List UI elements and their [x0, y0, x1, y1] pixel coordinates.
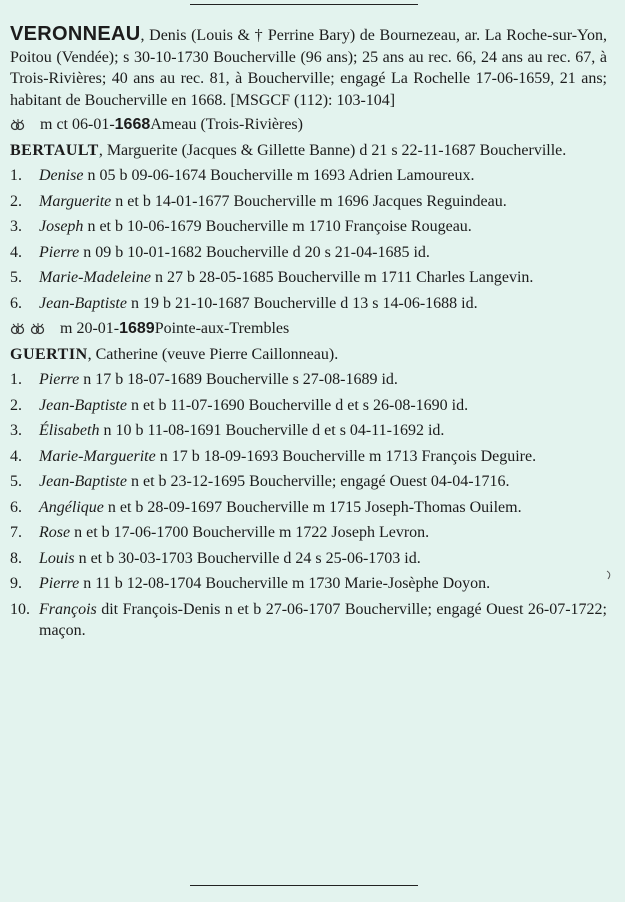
child-details: n et b 14-01-1677 Boucherville m 1696 Jacques Reguindeau. [111, 192, 507, 210]
child-number: 1. [10, 167, 22, 184]
child-number: 5. [10, 473, 22, 490]
marriage-1-prefix: m ct 06-01- [40, 116, 115, 133]
list-item [10, 216, 607, 238]
child-details: n et b 28-09-1697 Boucherville m 1715 Joseph-Thomas Ouilem. [103, 498, 522, 516]
child-given-name: Rose [39, 524, 71, 541]
entry-head [10, 24, 607, 111]
child-details: dit François-Denis n et b 27-06-1707 Boucherville; engagé Ouest 26-07-1722; maçon. [39, 600, 607, 639]
marriage-1 [10, 114, 607, 136]
child-number: 4. [10, 243, 22, 261]
children-list-2 [10, 369, 607, 642]
list-item [10, 395, 607, 417]
marriage-2 [10, 318, 607, 340]
child-number: 2. [10, 192, 22, 210]
list-item [10, 471, 607, 493]
child-number: 10. [10, 600, 30, 618]
list-item [10, 242, 607, 264]
spouse-1-surname: BERTAULT [10, 141, 99, 159]
child-given-name: Marie-Madeleine [39, 269, 151, 286]
child-given-name: Pierre [39, 243, 80, 261]
child-number: 6. [10, 498, 22, 516]
marriage-2-prefix: m 20-01- [60, 320, 120, 337]
spouse-2-text: , Catherine (veuve Pierre Caillonneau). [87, 345, 339, 363]
marriage-2-year: 1689 [119, 320, 155, 337]
child-details: n et b 11-07-1690 Boucherville d et s 26-08-1690 id. [126, 396, 469, 414]
list-item [10, 420, 607, 442]
child-details: n 05 b 09-06-1674 Boucherville m 1693 Adrien Lamoureux. [83, 167, 475, 184]
child-given-name: Jean-Baptiste [39, 473, 127, 490]
list-item [10, 497, 607, 519]
list-item [10, 599, 607, 642]
child-given-name: Marguerite [39, 192, 112, 210]
child-details: n et b 23-12-1695 Boucherville; engagé Ouest 04-04-1716. [126, 473, 510, 490]
child-number: 2. [10, 396, 22, 414]
child-number: 6. [10, 294, 22, 312]
child-number: 3. [10, 218, 22, 235]
child-number: 9. [10, 575, 22, 592]
child-details: n et b 30-03-1703 Boucherville d 24 s 25-06-1703 id. [74, 549, 421, 567]
child-details: n 19 b 21-10-1687 Boucherville d 13 s 14-06-1688 id. [126, 294, 478, 312]
child-number: 4. [10, 447, 22, 465]
spouse-1-text: , Marguerite (Jacques & Gillette Banne) d 21 s 22-11-1687 Boucherville. [98, 141, 567, 159]
list-item [10, 369, 607, 391]
list-item [10, 522, 607, 544]
child-given-name: Marie-Marguerite [39, 447, 156, 465]
child-given-name: Élisabeth [39, 422, 100, 439]
list-item [10, 446, 607, 468]
child-number: 3. [10, 422, 22, 439]
child-details: n 17 b 18-09-1693 Boucherville m 1713 François Deguire. [155, 447, 537, 465]
child-given-name: Jean-Baptiste [39, 294, 127, 312]
marriage-rings-icon [10, 118, 26, 132]
child-given-name: Denise [39, 167, 84, 184]
child-given-name: Louis [39, 549, 75, 567]
children-list-1 [10, 165, 607, 314]
spouse-2 [10, 344, 607, 366]
marriage-rings-icon [10, 322, 50, 336]
child-details: n 09 b 10-01-1682 Boucherville d 20 s 21-04-1685 id. [79, 243, 430, 261]
marriage-2-place: Pointe-aux-Trembles [154, 320, 290, 337]
spouse-1 [10, 140, 607, 162]
child-details: n 27 b 28-05-1685 Boucherville m 1711 Charles Langevin. [150, 269, 534, 286]
list-item [10, 548, 607, 570]
genealogy-entry [10, 24, 607, 646]
child-details: n et b 17-06-1700 Boucherville m 1722 Joseph Levron. [70, 524, 430, 541]
top-rule [190, 4, 418, 5]
child-number: 5. [10, 269, 22, 286]
child-given-name: François [39, 600, 97, 618]
head-text: , Denis (Louis & † Perrine Bary) de Bournezeau, ar. La Roche-sur-Yon, Poitou (Vendée); s 30-10-1730 Boucherville (96 ans); 25 ans au rec. 66, 24 ans au rec. 67, à Trois-Rivières; 40 ans au rec. 81, à Boucherville; engagé La Rochelle 17-06-1659, 21 ans; habitant de Boucherville en 1668. [MSGCF (112): 103-104] [10, 27, 607, 109]
spouse-2-surname: GUERTIN [10, 345, 88, 363]
list-item [10, 267, 607, 289]
list-item [10, 191, 607, 213]
list-item [10, 573, 607, 595]
child-details: n 11 b 12-08-1704 Boucherville m 1730 Marie-Josèphe Doyon. [79, 575, 491, 592]
child-given-name: Angélique [39, 498, 104, 516]
child-details: n 10 b 11-08-1691 Boucherville d et s 04-11-1692 id. [99, 422, 445, 439]
child-given-name: Jean-Baptiste [39, 396, 127, 414]
child-number: 7. [10, 524, 22, 541]
scan-mark-icon [605, 568, 619, 582]
head-surname: VERONNEAU [10, 23, 141, 45]
child-details: n 17 b 18-07-1689 Boucherville s 27-08-1689 id. [79, 371, 398, 388]
child-number: 1. [10, 371, 22, 388]
child-given-name: Pierre [39, 575, 80, 592]
child-given-name: Pierre [39, 371, 80, 388]
marriage-1-place: Ameau (Trois-Rivières) [150, 116, 303, 133]
child-given-name: Joseph [39, 218, 84, 235]
list-item [10, 165, 607, 187]
child-details: n et b 10-06-1679 Boucherville m 1710 Françoise Rougeau. [83, 218, 472, 235]
child-number: 8. [10, 549, 22, 567]
marriage-1-year: 1668 [114, 116, 151, 133]
list-item [10, 293, 607, 315]
bottom-rule [190, 885, 418, 886]
